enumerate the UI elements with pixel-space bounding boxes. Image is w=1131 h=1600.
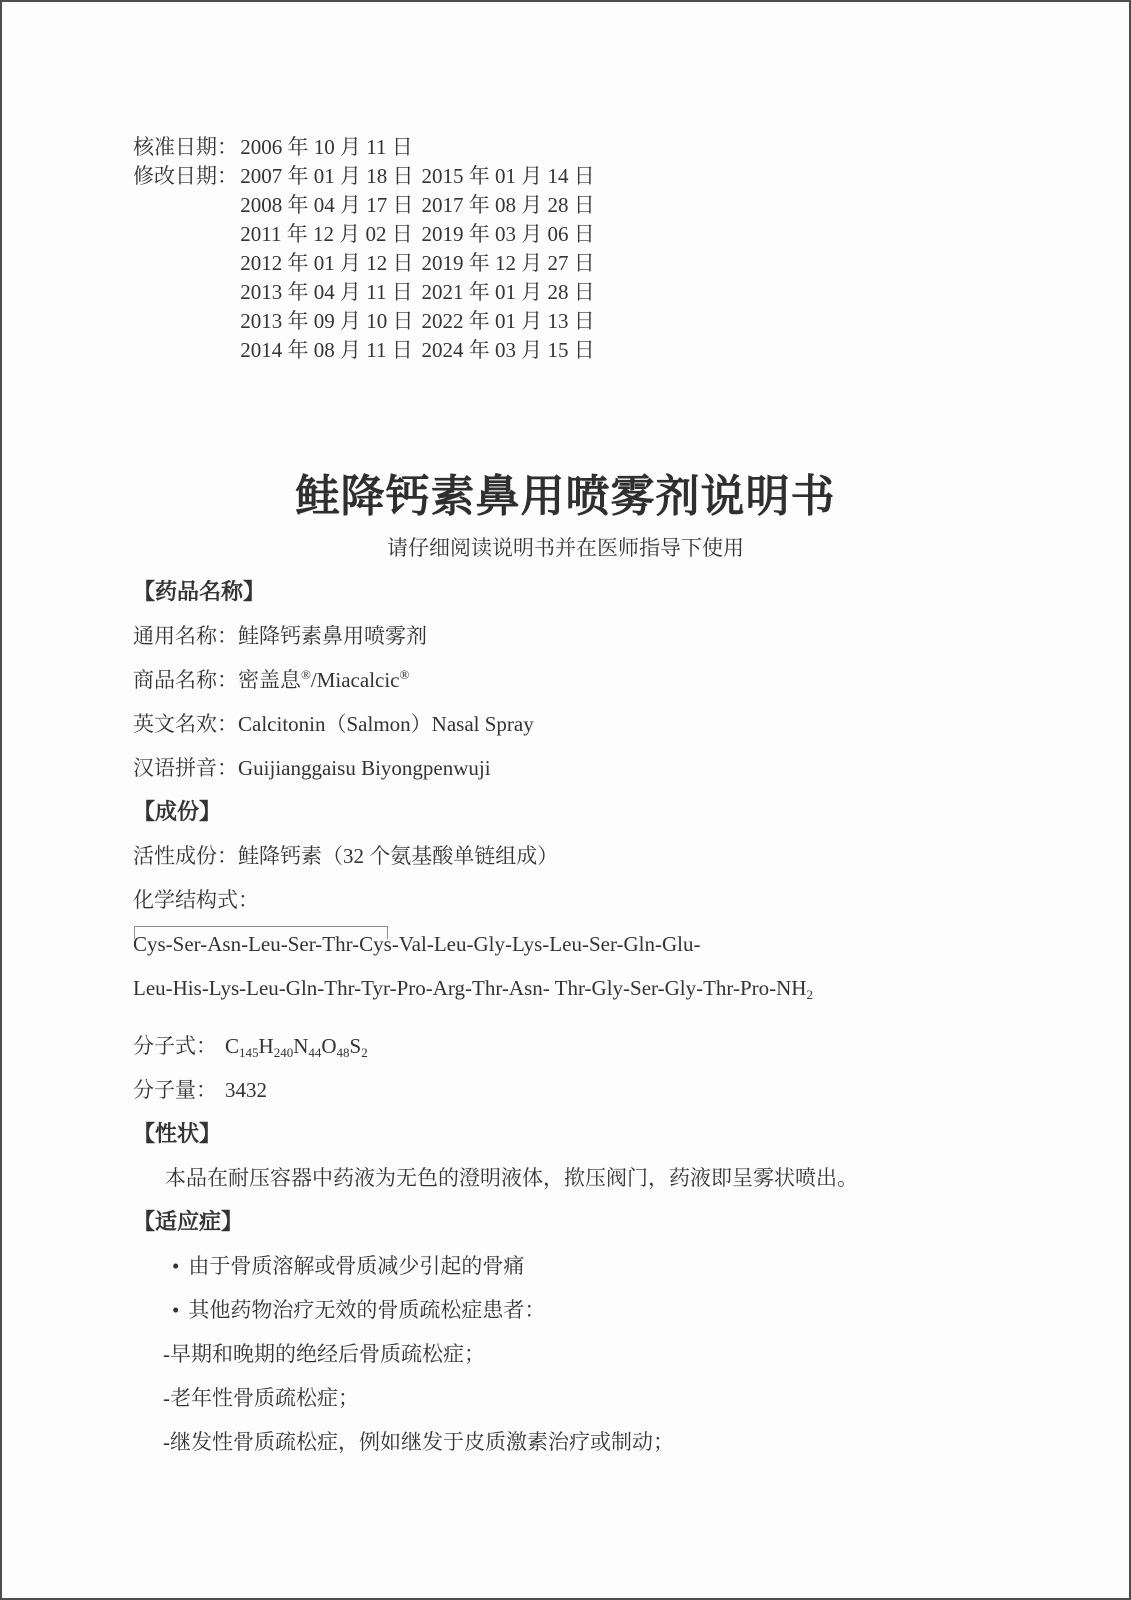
- structure-sequence-line-2: [133, 966, 1129, 1010]
- revision-date-label: 修改日期：: [133, 164, 238, 188]
- indication-sub-item: -继发性骨质疏松症，例如继发于皮质激素治疗或制动；: [163, 1430, 674, 1454]
- indication-sub-item: -早期和晚期的绝经后骨质疏松症；: [163, 1342, 485, 1366]
- section-header-composition: 【成份】: [133, 799, 222, 824]
- structure-label-line: 化学结构式：: [133, 888, 259, 912]
- approval-date-label: 核准日期：: [133, 135, 238, 159]
- approval-date-value: 2006 年 10 月 11 日: [240, 135, 413, 159]
- revision-date-row: [133, 307, 1129, 336]
- formula-subscript: 240: [273, 1045, 294, 1060]
- generic-name-label: 通用名称：: [133, 624, 238, 648]
- revision-date-value: 2019 年 12 月 27 日: [421, 251, 595, 275]
- revision-date-value: 2015 年 01 月 14 日: [421, 164, 595, 188]
- document-subtitle: 请仔细阅读说明书并在医师指导下使用: [387, 536, 744, 560]
- formula-element: O: [321, 1034, 337, 1058]
- pinyin-name-line: [133, 746, 1129, 790]
- sequence-text: Leu-His-Lys-Leu-Gln-Thr-Tyr-Pro-Arg-Thr-Asn- Thr-Gly-Ser-Gly-Thr-Pro-NH: [133, 976, 807, 1000]
- revision-date-value: 2008 年 04 月 17 日: [240, 193, 414, 217]
- revision-date-row: [133, 278, 1129, 307]
- formula-subscript: 44: [308, 1045, 322, 1060]
- active-ingredient-label: 活性成份：: [133, 844, 238, 868]
- revision-date-row: [133, 249, 1129, 278]
- revision-date-value: 2013 年 09 月 10 日: [240, 309, 414, 333]
- english-name-value: Calcitonin（Salmon）Nasal Spray: [238, 712, 534, 736]
- revision-date-value: 2012 年 01 月 12 日: [240, 251, 414, 275]
- molecular-weight-value: 3432: [225, 1078, 267, 1102]
- formula-element: H: [258, 1034, 274, 1058]
- english-name-label: 英文名欢：: [133, 712, 238, 736]
- revision-date-row: [133, 220, 1129, 249]
- indication-bullet-item: [133, 1288, 1129, 1332]
- registered-trademark-icon: ®: [399, 667, 410, 682]
- molecular-formula-line: [133, 1024, 1129, 1068]
- brand-name-label: 商品名称：: [133, 668, 238, 692]
- page-content: [2, 2, 1129, 1464]
- revision-date-value: 2014 年 08 月 11 日: [240, 338, 413, 362]
- sequence-text: Cys-Ser-Asn-Leu-Ser-Thr-Cys-Val-Leu-Gly-Lys-Leu-Ser-Gln-Glu-: [133, 932, 701, 956]
- formula-subscript: 48: [336, 1045, 350, 1060]
- section-header-properties: 【性状】: [133, 1121, 222, 1146]
- pinyin-name-label: 汉语拼音：: [133, 756, 238, 780]
- molecular-formula-label: 分子式：: [133, 1034, 217, 1058]
- dates-block: [133, 133, 1129, 365]
- indication-bullet-text: 其他药物治疗无效的骨质疏松症患者：: [188, 1298, 546, 1322]
- indication-sub-item: -老年性骨质疏松症；: [163, 1386, 359, 1410]
- active-ingredient-line: [133, 834, 1129, 878]
- disulfide-bridge-bracket: [134, 926, 388, 939]
- pinyin-name-value: Guijianggaisu Biyongpenwuji: [238, 756, 491, 780]
- brand-name-en: /Miacalcic: [310, 668, 400, 692]
- brand-name-line: [133, 658, 1129, 702]
- active-ingredient-value: 鲑降钙素（32 个氨基酸单链组成）: [238, 844, 559, 868]
- revision-date-row: [133, 191, 1129, 220]
- registered-trademark-icon: ®: [301, 667, 311, 682]
- revision-date-value: 2021 年 01 月 28 日: [421, 280, 595, 304]
- formula-element: C: [225, 1034, 240, 1058]
- formula-subscript: 145: [239, 1045, 259, 1060]
- formula-subscript: 2: [361, 1045, 368, 1060]
- section-header-indications: 【适应症】: [133, 1209, 244, 1234]
- indication-bullet-text: 由于骨质溶解或骨质减少引起的骨痛: [188, 1254, 525, 1278]
- revision-date-row: [133, 162, 1129, 191]
- revision-date-value: 2024 年 03 月 15 日: [421, 338, 595, 362]
- generic-name-value: 鲑降钙素鼻用喷雾剂: [238, 624, 427, 648]
- formula-element: S: [349, 1034, 362, 1058]
- sequence-subscript: 2: [806, 987, 813, 1002]
- section-header-drug-name: 【药品名称】: [133, 579, 266, 604]
- revision-date-value: 2007 年 01 月 18 日: [240, 164, 414, 188]
- revision-date-value: 2022 年 01 月 13 日: [421, 309, 595, 333]
- revision-date-row: [133, 336, 1129, 365]
- properties-text: 本品在耐压容器中药液为无色的澄明液体，揿压阀门，药液即呈雾状喷出。: [165, 1166, 858, 1190]
- revision-date-value: 2017 年 08 月 28 日: [421, 193, 595, 217]
- brand-name-cn: 密盖息: [238, 668, 301, 692]
- revision-date-value: 2013 年 04 月 11 日: [240, 280, 413, 304]
- indication-bullet-item: [133, 1244, 1129, 1288]
- formula-element: N: [293, 1034, 309, 1058]
- molecular-weight-label: 分子量：: [133, 1078, 217, 1102]
- approval-date-row: [133, 133, 1129, 162]
- molecular-weight-line: [133, 1068, 1129, 1112]
- generic-name-line: [133, 614, 1129, 658]
- bullet-icon: •: [172, 1298, 180, 1322]
- bullet-icon: •: [172, 1254, 180, 1278]
- structure-sequence-line-1: [133, 922, 1129, 966]
- revision-date-value: 2019 年 03 月 06 日: [421, 222, 595, 246]
- english-name-line: [133, 702, 1129, 746]
- document-title: 鲑降钙素鼻用喷雾剂说明书: [295, 472, 836, 521]
- revision-date-value: 2011 年 12 月 02 日: [240, 222, 413, 246]
